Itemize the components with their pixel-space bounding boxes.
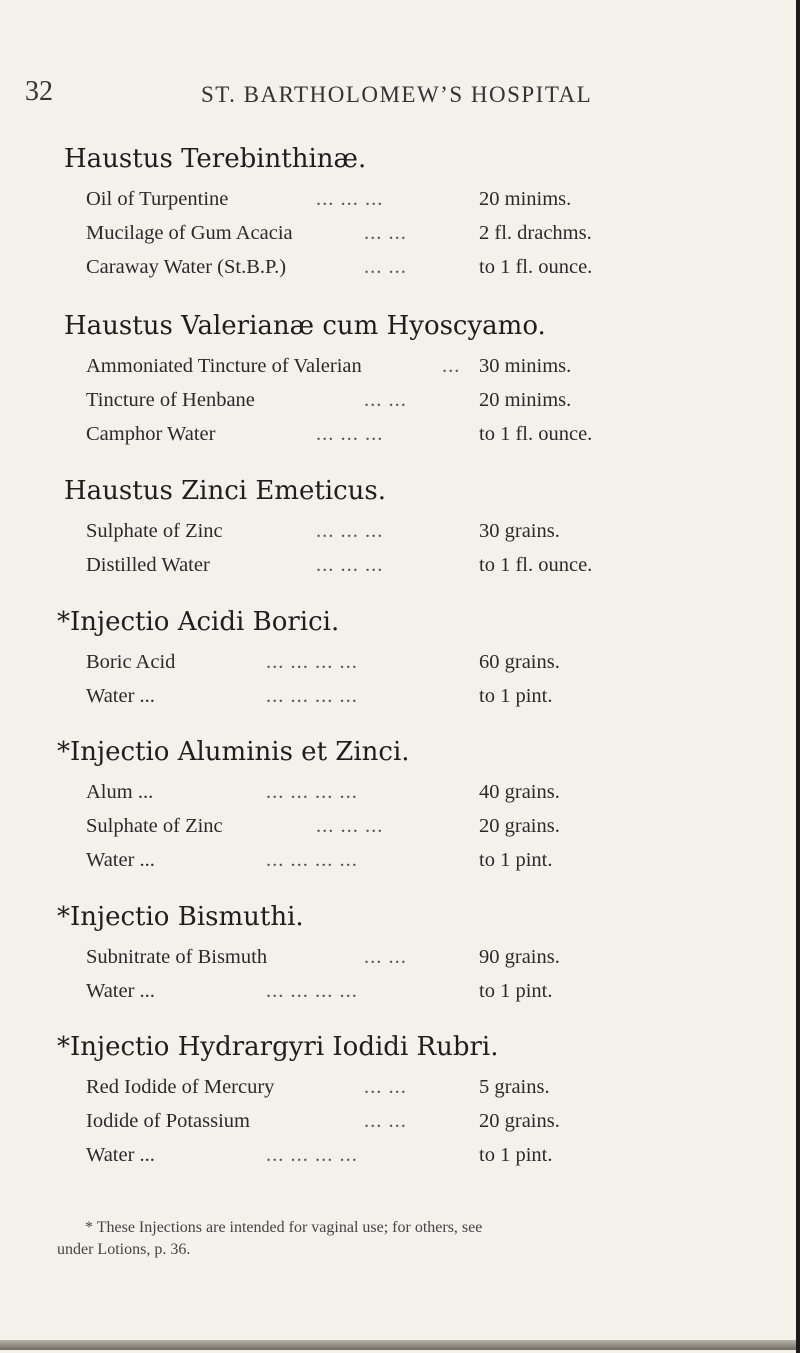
ingredient-name: Tincture of Henbane: [86, 389, 255, 411]
ingredient-row: [86, 685, 766, 715]
ingredient-name: Water ...: [86, 849, 155, 871]
leader-dots: ... ...: [364, 256, 407, 278]
formula-title: *Injectio Acidi Borici.: [57, 607, 340, 637]
ingredient-name: Caraway Water (St.B.P.): [86, 256, 287, 278]
leader-dots: ... ...: [364, 389, 407, 411]
ingredient-row: [86, 256, 766, 286]
formula-title: *Injectio Aluminis et Zinci.: [57, 737, 410, 767]
ingredient-row: [86, 849, 766, 879]
ingredient-row: [86, 1076, 766, 1106]
ingredient-name: Water ...: [86, 685, 155, 707]
ingredient-quantity: 2 fl. drachms.: [479, 222, 592, 244]
leader-dots: ... ... ...: [316, 520, 384, 542]
ingredient-name: Alum ...: [86, 781, 154, 803]
leader-dots: ... ...: [364, 1110, 407, 1132]
leader-dots: ... ... ... ...: [266, 685, 358, 707]
ingredient-row: [86, 423, 766, 453]
leader-dots: ...: [442, 355, 461, 377]
page-header: [25, 70, 775, 110]
ingredient-name: Sulphate of Zinc: [86, 520, 223, 542]
ingredient-row: [86, 389, 766, 419]
leader-dots: ... ... ... ...: [266, 781, 358, 803]
ingredient-row: [86, 520, 766, 550]
ingredient-name: Red Iodide of Mercury: [86, 1076, 275, 1098]
ingredient-quantity: to 1 pint.: [479, 685, 553, 707]
ingredient-name: Oil of Turpentine: [86, 188, 229, 210]
formula-title: *Injectio Bismuthi.: [57, 902, 304, 932]
ingredient-quantity: to 1 pint.: [479, 849, 553, 871]
ingredient-row: [86, 355, 766, 385]
leader-dots: ... ... ... ...: [266, 980, 358, 1002]
formula-title: Haustus Valerianæ cum Hyoscyamo.: [64, 311, 546, 341]
leader-dots: ... ... ...: [316, 188, 384, 210]
ingredient-name: Distilled Water: [86, 554, 210, 576]
leader-dots: ... ... ... ...: [266, 651, 358, 673]
ingredient-quantity: 20 minims.: [479, 389, 572, 411]
ingredient-name: Water ...: [86, 980, 155, 1002]
leader-dots: ... ... ...: [316, 815, 384, 837]
ingredient-quantity: 30 grains.: [479, 520, 560, 542]
formula-title: *Injectio Hydrargyri Iodidi Rubri.: [57, 1032, 499, 1062]
ingredient-quantity: 20 minims.: [479, 188, 572, 210]
ingredient-row: [86, 188, 766, 218]
ingredient-quantity: 30 minims.: [479, 355, 572, 377]
ingredient-name: Boric Acid: [86, 651, 176, 673]
ingredient-row: [86, 554, 766, 584]
ingredient-quantity: 5 grains.: [479, 1076, 550, 1098]
ingredient-name: Iodide of Potassium: [86, 1110, 250, 1132]
page-right-edge: [796, 0, 800, 1353]
ingredient-quantity: to 1 fl. ounce.: [479, 554, 593, 576]
ingredient-row: [86, 651, 766, 681]
ingredient-quantity: 20 grains.: [479, 815, 560, 837]
ingredient-name: Ammoniated Tincture of Valerian: [86, 355, 362, 377]
ingredient-name: Water ...: [86, 1144, 155, 1166]
ingredient-name: Mucilage of Gum Acacia: [86, 222, 293, 244]
leader-dots: ... ...: [364, 222, 407, 244]
leader-dots: ... ...: [364, 1076, 407, 1098]
ingredient-name: Sulphate of Zinc: [86, 815, 223, 837]
page-number: 32: [25, 76, 53, 107]
ingredient-quantity: 20 grains.: [479, 1110, 560, 1132]
ingredient-quantity: to 1 fl. ounce.: [479, 423, 593, 445]
ingredient-row: [86, 1110, 766, 1140]
ingredient-row: [86, 222, 766, 252]
ingredient-quantity: to 1 pint.: [479, 980, 553, 1002]
ingredient-quantity: 90 grains.: [479, 946, 560, 968]
running-title: ST. BARTHOLOMEW’S HOSPITAL: [201, 82, 593, 107]
ingredient-row: [86, 946, 766, 976]
ingredient-row: [86, 980, 766, 1010]
page-bottom-edge: [0, 1340, 800, 1350]
leader-dots: ... ... ... ...: [266, 1144, 358, 1166]
ingredient-quantity: 60 grains.: [479, 651, 560, 673]
ingredient-row: [86, 781, 766, 811]
ingredient-quantity: to 1 fl. ounce.: [479, 256, 593, 278]
ingredient-quantity: 40 grains.: [479, 781, 560, 803]
formula-title: Haustus Terebinthinæ.: [64, 144, 367, 174]
leader-dots: ... ...: [364, 946, 407, 968]
leader-dots: ... ... ... ...: [266, 849, 358, 871]
footnote-line-1: * These Injections are intended for vaginal use; for others, see: [85, 1219, 483, 1236]
leader-dots: ... ... ...: [316, 554, 384, 576]
ingredient-quantity: to 1 pint.: [479, 1144, 553, 1166]
footnote: [57, 1217, 777, 1261]
ingredient-name: Subnitrate of Bismuth: [86, 946, 268, 968]
ingredient-name: Camphor Water: [86, 423, 216, 445]
formula-title: Haustus Zinci Emeticus.: [64, 476, 387, 506]
footnote-line-2: under Lotions, p. 36.: [57, 1241, 191, 1258]
ingredient-row: [86, 815, 766, 845]
ingredient-row: [86, 1144, 766, 1174]
leader-dots: ... ... ...: [316, 423, 384, 445]
